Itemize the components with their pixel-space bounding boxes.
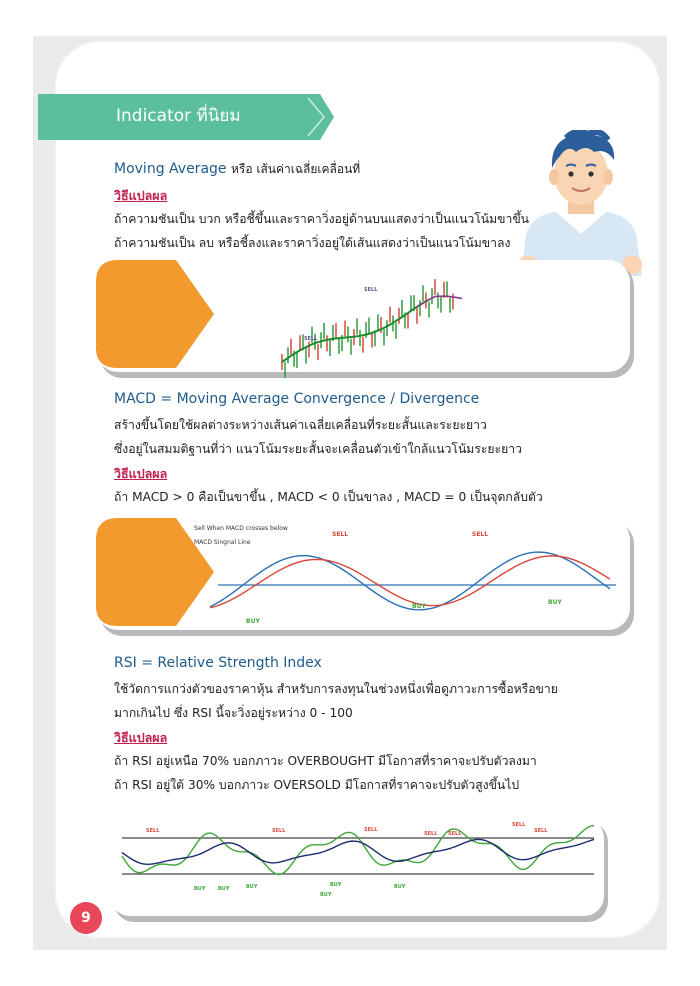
ma-interpret-label: วิธีแปลผล [114,188,168,203]
macd-line-2: ซึ่งอยู่ในสมมติฐานที่ว่า แนวโน้มระยะสั้นจะเคลื่อนตัวเข้าใกล้แนวโน้มระยะยาว [114,442,522,456]
ma-title-rest: หรือ เส้นค่าเฉลี่ยเคลื่อนที่ [230,162,361,176]
rsi-sell-5: SELL [448,831,462,837]
ma-line-2: ถ้าความชันเป็น ลบ หรือชี้ลงและราคาวิ่งอยู่ใต้เส้นแสดงว่าเป็นแนวโน้มขาลง [114,236,511,250]
rsi-buy-1: BUY [194,886,206,892]
rsi-sell-3: SELL [364,827,378,833]
rsi-rule-1: ถ้า RSI อยู่เหนือ 70% บอกภาวะ OVERBOUGHT มีโอกาสที่ราคาจะปรับตัวลงมา [114,754,537,768]
ma-line-1: ถ้าความชันเป็น บวก หรือชี้ขึ้นและราคาวิ่งอยู่ด้านบนแสดงว่าเป็นแนวโน้มขาขึ้น [114,212,529,226]
rsi-buy-6: BUY [394,884,406,890]
rsi-rule-2: ถ้า RSI อยู่ใต้ 30% บอกภาวะ OVERSOLD มีโอกาสที่ราคาจะปรับตัวสูงขึ้นไป [114,778,520,792]
ma-sell-label-2: SELL [364,287,378,293]
ma-sell-label-1: SELL [304,336,318,342]
ma-title-line [114,160,360,179]
rsi-interpret-label: วิธีแปลผล [114,730,168,745]
macd-sell-2: SELL [472,531,489,538]
rsi-line-2: มากเกินไป ซึ่ง RSI นี้จะวิ่งอยู่ระหว่าง 0 - 100 [114,706,353,720]
macd-buy-1: BUY [246,618,260,625]
macd-sell-1: SELL [332,531,349,538]
rsi-buy-3: BUY [246,884,258,890]
rsi-title: RSI = Relative Strength Index [114,655,322,671]
macd-rule: ถ้า MACD > 0 คือเป็นขาขึ้น , MACD < 0 เป็นขาลง , MACD = 0 เป็นจุดกลับตัว [114,490,543,504]
macd-line-1: สร้างขึ้นโดยใช้ผลต่างระหว่างเส้นค่าเฉลี่ยเคลื่อนที่ระยะสั้นและระยะยาว [114,418,487,432]
character-illustration [516,130,646,276]
ma-chart-card [94,258,638,382]
macd-note-1: Sell When MACD crosses below [194,525,288,532]
rsi-sell-6: SELL [512,822,526,828]
rsi-buy-4: BUY [330,882,342,888]
rsi-line-1: ใช้วัดการแกว่งตัวของราคาหุ้น สำหรับการลงทุนในช่วงหนึ่งเพื่อดูภาวะการซื้อหรือขาย [114,682,558,696]
macd-title: MACD = Moving Average Convergence / Divergence [114,391,480,407]
rsi-sell-2: SELL [272,828,286,834]
ma-title: Moving Average [114,161,227,177]
macd-note-2: MACD Singnal Line [194,539,251,546]
rsi-buy-5: BUY [320,892,332,898]
macd-buy-3: BUY [548,599,562,606]
macd-interpret-label: วิธีแปลผล [114,466,168,481]
page-number: 9 [70,902,102,934]
macd-chart-card [94,516,638,640]
rsi-chart-card [108,816,612,924]
banner-title: Indicator ที่นิยม [116,106,241,126]
rsi-sell-4: SELL [424,831,438,837]
rsi-buy-2: BUY [218,886,230,892]
rsi-sell-7: SELL [534,828,548,834]
macd-buy-2: BUY [412,603,426,610]
rsi-sell-1: SELL [146,828,160,834]
